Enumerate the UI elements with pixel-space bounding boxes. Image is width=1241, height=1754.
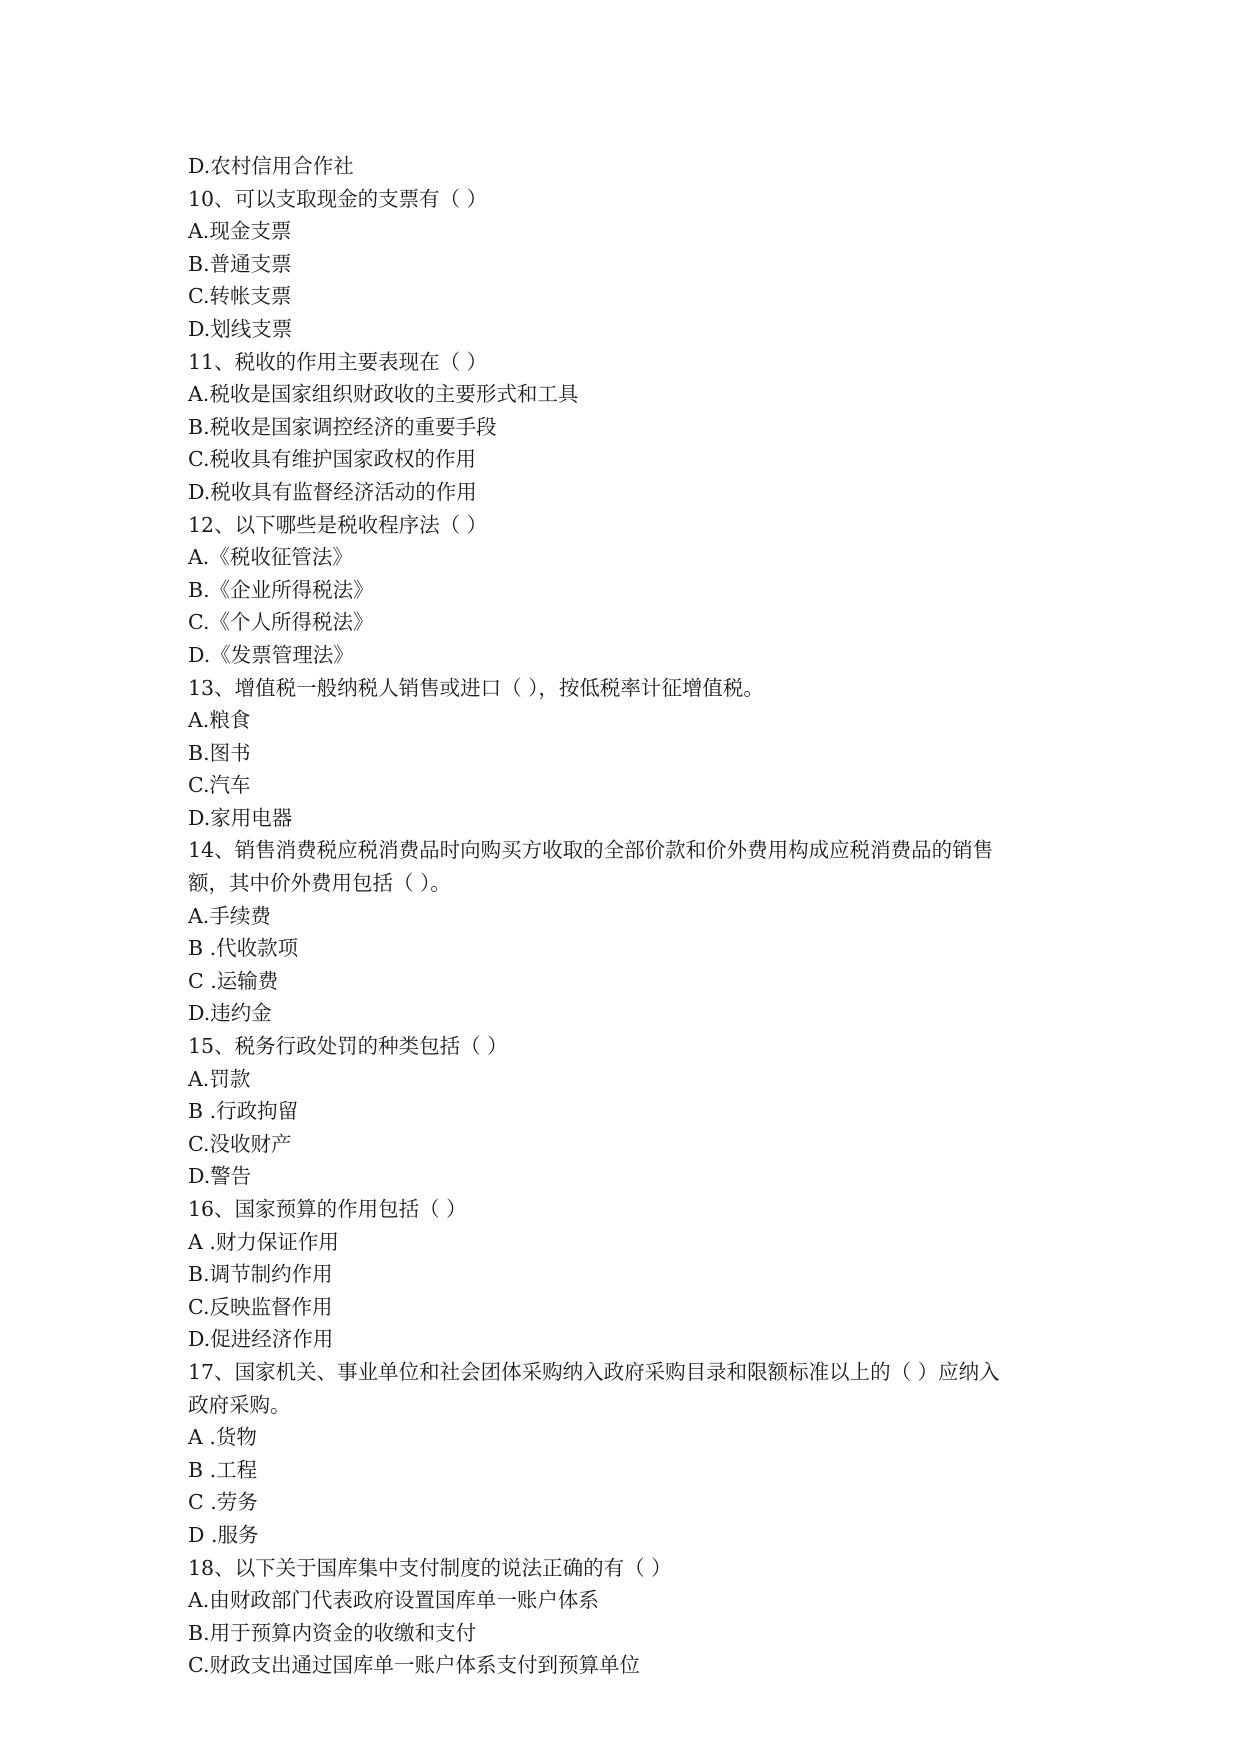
option-line: A.由财政部门代表政府设置国库单一账户体系 <box>188 1588 599 1613</box>
question-line-continued: 额，其中价外费用包括（ ）。 <box>188 871 451 896</box>
option-line: B.图书 <box>188 740 251 765</box>
question-line: 16、国家预算的作用包括（ ） <box>188 1197 467 1221</box>
option-line: A .货物 <box>188 1425 257 1450</box>
option-line: A .财力保证作用 <box>188 1229 339 1254</box>
option-line: B.税收是国家调控经济的重要手段 <box>188 414 497 439</box>
option-line: A.《税收征管法》 <box>188 545 353 570</box>
option-line: D.划线支票 <box>188 316 293 341</box>
option-line: D.警告 <box>188 1164 252 1189</box>
option-line: C.反映监督作用 <box>188 1294 333 1319</box>
option-line: B .行政拘留 <box>188 1099 299 1124</box>
option-line: B.调节制约作用 <box>188 1262 333 1287</box>
option-line: C .劳务 <box>188 1490 258 1515</box>
option-line: A.税收是国家组织财政收的主要形式和工具 <box>188 382 579 407</box>
question-line: 17、国家机关、事业单位和社会团体采购纳入政府采购目录和限额标准以上的（ ）应纳入 <box>188 1359 1000 1384</box>
option-line: D .服务 <box>188 1522 259 1547</box>
question-line: 12、以下哪些是税收程序法（ ） <box>188 512 488 537</box>
option-line: D.税收具有监督经济活动的作用 <box>188 479 477 504</box>
question-line-continued: 政府采购。 <box>188 1392 291 1417</box>
option-line: B.用于预算内资金的收缴和支付 <box>188 1620 477 1645</box>
document-page <box>188 150 1068 1682</box>
question-line: 13、增值税一般纳税人销售或进口（ ），按低税率计征增值税。 <box>188 675 764 700</box>
option-line: B.《企业所得税法》 <box>188 577 374 602</box>
question-line: 11、税收的作用主要表现在（ ） <box>188 349 488 374</box>
option-line: B.普通支票 <box>188 251 292 276</box>
option-line: C.转帐支票 <box>188 284 292 309</box>
question-line: 14、销售消费税应税消费品时向购买方收取的全部价款和价外费用构成应税消费品的销售 <box>188 838 994 863</box>
question-line: 10、可以支取现金的支票有（ ） <box>188 186 488 211</box>
option-line: C.没收财产 <box>188 1131 292 1156</box>
option-line: A.手续费 <box>188 903 271 928</box>
option-line: C.税收具有维护国家政权的作用 <box>188 447 476 472</box>
option-line: D.违约金 <box>188 1001 272 1026</box>
option-line: D.《发票管理法》 <box>188 642 354 667</box>
option-line: D.家用电器 <box>188 805 293 830</box>
question-line: 18、以下关于国库集中支付制度的说法正确的有（ ） <box>188 1555 672 1580</box>
option-line: A.粮食 <box>188 708 251 733</box>
option-line: C.汽车 <box>188 773 251 798</box>
option-line: B .代收款项 <box>188 936 299 961</box>
option-line: B .工程 <box>188 1457 258 1482</box>
option-line: C .运输费 <box>188 968 279 993</box>
option-line: A.罚款 <box>188 1066 251 1091</box>
option-line: D.促进经济作用 <box>188 1327 334 1352</box>
question-line: 15、税务行政处罚的种类包括（ ） <box>188 1034 508 1059</box>
option-line: C.财政支出通过国库单一账户体系支付到预算单位 <box>188 1653 640 1678</box>
option-line: C.《个人所得税法》 <box>188 610 374 635</box>
option-line: A.现金支票 <box>188 219 292 244</box>
option-line: D.农村信用合作社 <box>188 154 354 178</box>
